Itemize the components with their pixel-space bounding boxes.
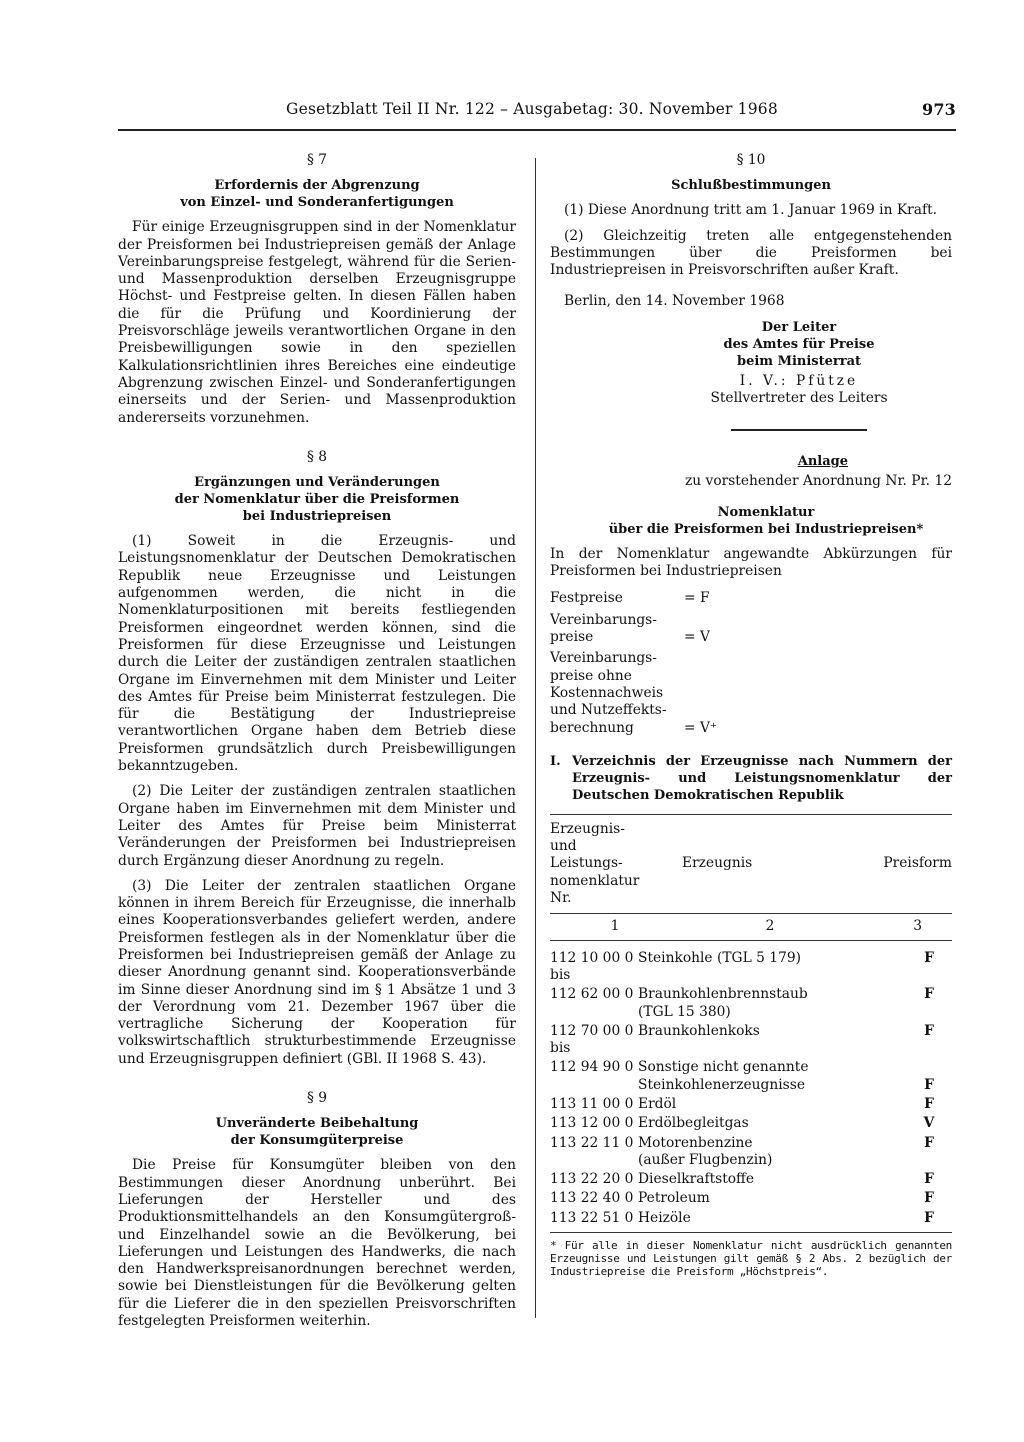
row-product: Braunkohlenbrennstaub (TGL 15 380) [638,986,808,1020]
row-price-form: F [924,1190,934,1207]
signature-block [550,319,952,407]
row-nomenclature-nr: 112 94 90 0 [550,1059,634,1076]
anlage-subtitle: zu vorstehender Anordnung Nr. Pr. 12 [684,472,952,489]
section-10-title: Schlußbestimmungen [671,178,831,194]
table-row [550,1170,952,1189]
abbreviation-label: Vereinbarungs- preise [550,611,657,646]
table-row [550,1095,952,1114]
footnote: * Für alle in dieser Nomenklatur nicht ausdrücklich genannten Erzeugnisse und Leistungen gilt gemäß § 2 Abs. 2 bezüglich der Industriepreise die Preisform „Höchstpreis“. [550,1239,952,1279]
right-column [550,152,952,1289]
row-price-form: F [924,949,934,966]
section-8-title-line3: bei Industriepreisen [242,509,392,525]
signature-line3: beim Ministerrat [736,354,862,370]
table-row [550,949,952,986]
signature-line1: Der Leiter [761,319,837,335]
section-7-title-line2: von Einzel- und Sonderanfertigungen [180,195,454,211]
column-number-2: 2 [765,918,775,935]
table-row [550,1058,952,1095]
row-product: Petroleum [638,1190,710,1207]
row-nomenclature-nr: 112 70 00 0 bis [550,1022,634,1057]
section-7-number: § 7 [306,152,328,168]
table-row [550,1114,952,1133]
row-nomenclature-nr: 113 11 00 0 [550,1095,634,1112]
left-column [118,152,516,1330]
abbreviation-label: Festpreise [550,590,623,607]
directory-number: I. [550,753,561,769]
table-column-numbers [550,914,952,939]
page-number: 973 [922,100,956,119]
table-rule [550,1232,952,1233]
row-price-form: F [924,1022,934,1039]
signature-place-date: Berlin, den 14. November 1968 [564,293,785,310]
section-7-paragraph: Für einige Erzeugnisgruppen sind in der Nomenklatur der Preisformen bei Industriepreisen gemäß der Anlage Vereinbarungspreise festgelegt, während für die Serien- und Massenproduktion derselben Erzeugnisgruppe Höchst- und Festpreise gelten. In diesen Fällen haben die für die Prüfung und Koordinierung der Preisvorschläge jeweils verantwortlichen Organe in den Preisbewilligungen sowie in den speziellen Kalkulationsrichtlinien ihres Bereiches eine eindeutige Abgrenzung zwischen Einzel- und Sonderanfertigungen einerseits und der Serien- und Massenproduktion andererseits vorzunehmen. [118,219,516,426]
table-row [550,1134,952,1171]
abbreviations-intro: In der Nomenklatur angewandte Abkürzungen für Preisformen bei Industriepreisen [550,545,952,580]
row-price-form: F [924,986,934,1003]
row-nomenclature-nr: 113 22 20 0 [550,1171,634,1188]
abbreviation-label: Vereinbarungs- preise ohne Kostennachweis und Nutzeffekts- berechnung [550,650,667,736]
row-product: Erdöl [638,1095,677,1112]
nomenclature-title-line2: über die Preisformen bei Industriepreisen* [608,521,924,537]
signature-role: Stellvertreter des Leiters [710,389,888,406]
section-8-title-line2: der Nomenklatur über die Preisformen [174,492,460,508]
signature-name: I. V.: Pfütze [739,372,859,389]
table-header [550,815,952,913]
section-9-title-line1: Unveränderte Beibehaltung [215,1116,419,1132]
directory-title: Verzeichnis der Erzeugnisse nach Nummern der Erzeugnis- und Leistungsnomenklatur der Deutschen Demokratischen Republik [572,753,952,803]
section-8-paragraph-2: (2) Die Leiter der zuständigen zentralen staatlichen Organe haben im Einvernehmen mit dem Minister und Leiter des Amtes für Preise beim Ministerrat Veränderungen der Preisformen bei Industriepreisen durch Ergänzung dieser Anordnung zu regeln. [118,783,516,869]
gazette-title: Gesetzblatt Teil II Nr. 122 – Ausgabetag: 30. November 1968 [286,100,778,118]
header-rule [118,129,956,131]
row-price-form: F [924,1209,934,1226]
row-product: Steinkohle (TGL 5 179) [638,949,802,966]
row-price-form: F [924,1134,934,1151]
page-header [118,100,956,126]
row-nomenclature-nr: 113 22 51 0 [550,1209,634,1226]
signature-rule [731,429,867,431]
column-number-1: 1 [610,918,620,935]
row-nomenclature-nr: 113 22 11 0 [550,1134,634,1151]
row-nomenclature-nr: 113 12 00 0 [550,1115,634,1132]
abbreviation-code: = F [684,590,710,607]
row-nomenclature-nr: 112 62 00 0 [550,986,634,1003]
table-row [550,1022,952,1059]
row-product: Braunkohlenkoks [638,1022,760,1039]
row-product: Motorenbenzine (außer Flugbenzin) [638,1134,773,1168]
section-8-title-line1: Ergänzungen und Veränderungen [194,475,440,491]
signature-line2: des Amtes für Preise [723,337,875,353]
section-8-number: § 8 [306,448,328,465]
table-row [550,1189,952,1208]
table-row [550,985,952,1022]
row-product: Dieselkraftstoffe [638,1171,755,1188]
row-product: Erdölbegleitgas [638,1115,749,1132]
row-nomenclature-nr: 113 22 40 0 [550,1190,634,1207]
table-row [550,1209,952,1228]
header-price-form: Preisform [883,855,952,872]
row-price-form: F [924,1076,934,1093]
section-10-paragraph-1: (1) Diese Anordnung tritt am 1. Januar 1969 in Kraft. [564,202,938,219]
directory-heading [550,753,952,804]
row-nomenclature-nr: 112 10 00 0 bis [550,949,634,983]
section-7-title-line1: Erfordernis der Abgrenzung [214,178,420,194]
section-9-paragraph: Die Preise für Konsumgüter bleiben von den Bestimmungen dieser Anordnung unberührt. Bei Lieferungen der Hersteller und des Produktionsmittelhandels an den Konsumgütergroß- und Einzelhandel sowie an die Bevölkerung, bei Lieferungen und Leistungen des Handwerks, die nach den Handwerkspreisanordnungen berechnet werden, sowie bei Dienstleistungen für die Bevölkerung gelten für die Lieferer die in den speziellen Preisvorschriften festgelegten Preisformen weiterhin. [118,1157,516,1330]
row-price-form: F [924,1095,934,1112]
section-8-paragraph-3: (3) Die Leiter der zentralen staatlichen Organe können in ihrem Bereich für Erzeugnisse, die innerhalb eines Kooperationsverbandes geliefert werden, andere Preisformen festlegen als in der Nomenklatur über die Preisformen bei Industriepreisen gemäß der Anlage zu dieser Anordnung genannt sind. Kooperationsverbände im Sinne dieser Anordnung sind im § 1 Absätze 1 und 3 der Verordnung vom 21. Dezember 1967 über die vertragliche Sicherung der Kooperation für volkswirtschaftlich strukturbestimmende Erzeugnisse und Erzeugnisgruppen definiert (GBl. II 1968 S. 43). [118,877,516,1067]
products-table [550,814,952,1233]
header-nomenclature-nr: Erzeugnis- und Leistungs- nomenklatur Nr. [550,820,640,907]
column-divider [535,158,536,1318]
section-8-paragraph-1: (1) Soweit in die Erzeugnis- und Leistungsnomenklatur der Deutschen Demokratischen Republik neue Erzeugnisse und Leistungen aufgenommen werden, die nicht in die Nomenklaturpositionen mit bereits festliegenden Preisformen eingeordnet werden können, sind die Preisformen für diese Erzeugnisse und Leistungen durch die Leiter der zuständigen zentralen staatlichen Organe im Einvernehmen mit dem Minister und Leiter des Amtes für Preise beim Ministerrat festzulegen. Die für die Bestätigung der Industriepreise verantwortlichen Organe haben dem Betrieb diese Preisformen grundsätzlich durch Preisbewilligungen bekanntzugeben. [118,533,516,775]
row-price-form: V [923,1115,935,1132]
header-product: Erzeugnis [682,855,753,872]
section-10-paragraph-2: (2) Gleichzeitig treten alle entgegenstehenden Bestimmungen über die Preisformen bei Industriepreisen in Preisvorschriften außer Kraft. [550,227,952,279]
column-number-3: 3 [913,918,922,935]
anlage-title: Anlage [797,454,848,470]
nomenclature-title-line1: Nomenklatur [717,504,815,520]
row-product: Sonstige nicht genannte Steinkohlenerzeugnisse [638,1059,809,1093]
section-9-number: § 9 [306,1090,328,1107]
abbreviations-list [550,588,952,738]
section-9-title-line2: der Konsumgüterpreise [230,1133,404,1149]
abbreviation-code: = V⁺ [684,719,718,736]
abbreviation-code: = V [684,629,710,646]
section-10-number: § 10 [736,152,766,168]
row-price-form: F [924,1171,934,1188]
row-product: Heizöle [638,1209,691,1226]
